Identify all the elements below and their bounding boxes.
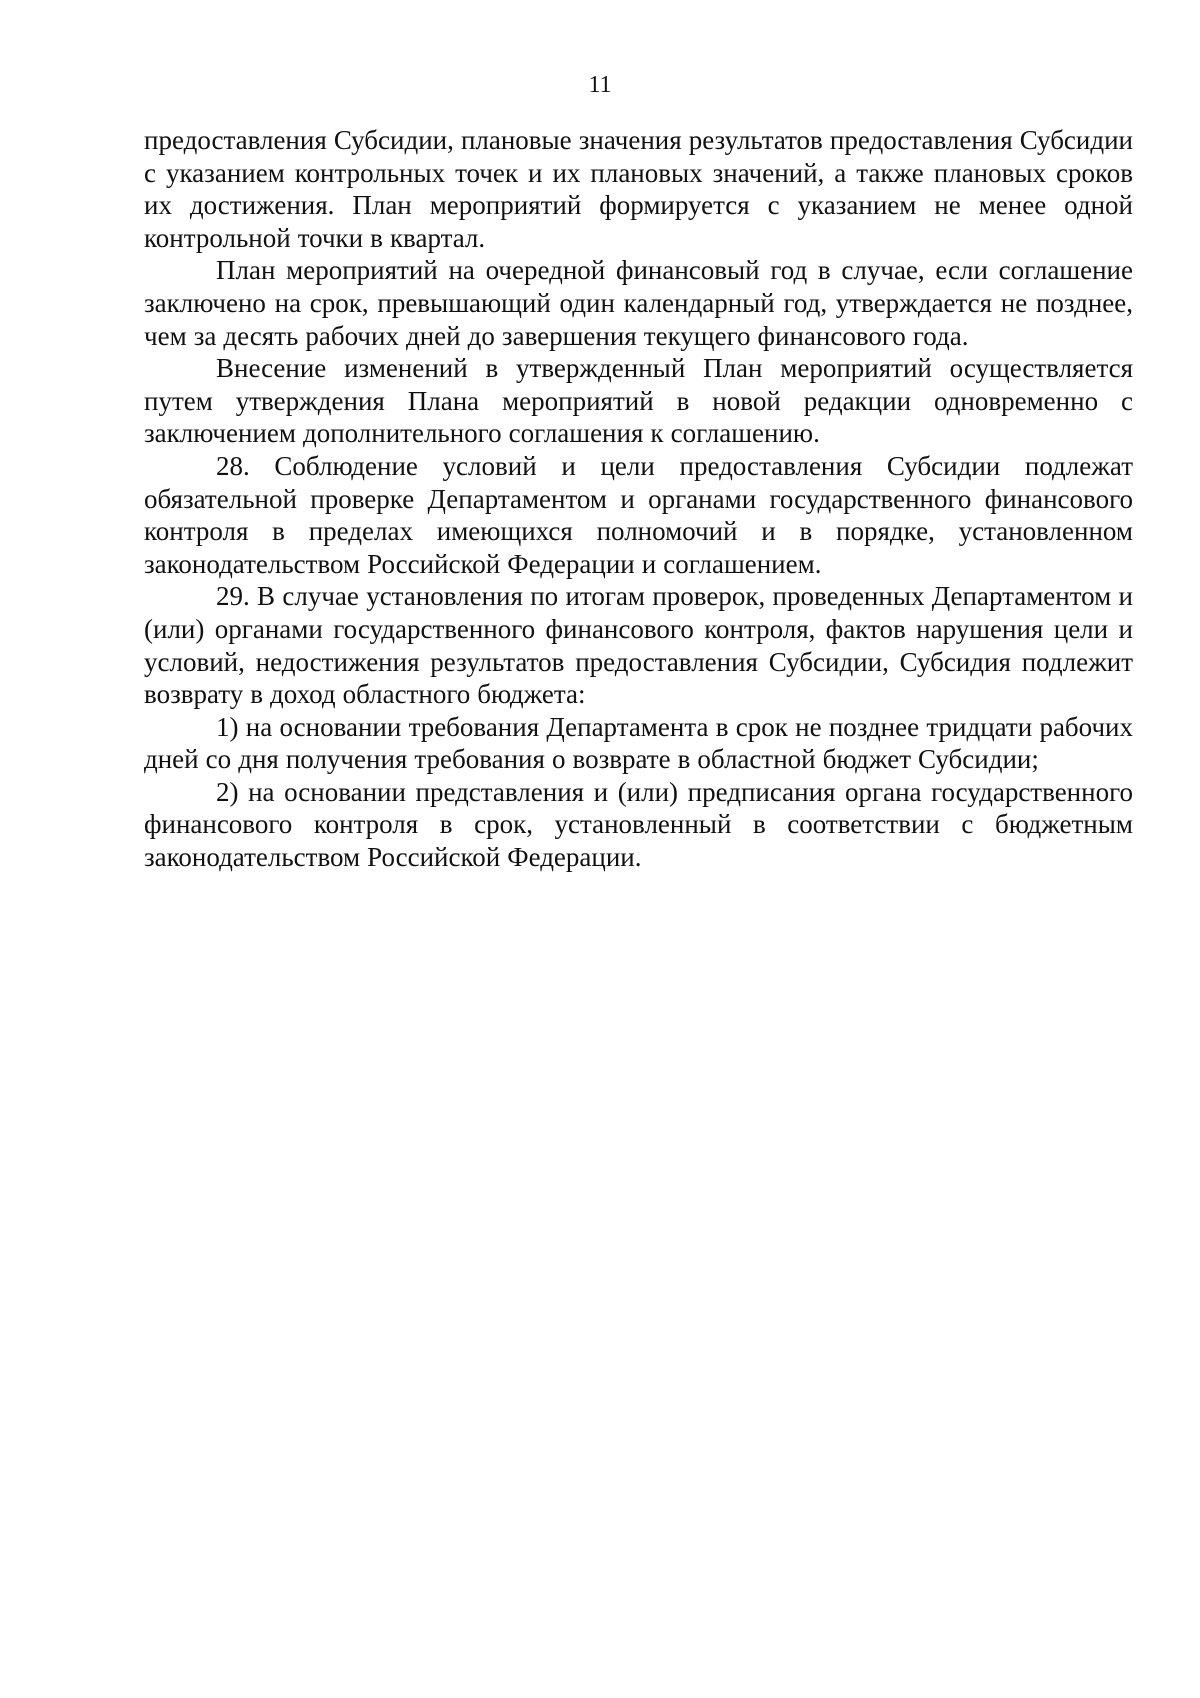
paragraph-item-1: 1) на основании требования Департамента в срок не позднее тридцати рабочих дней со дня получения требования о возврате в областной бюджет Субсидии; <box>144 711 1133 775</box>
paragraph-clause-29: 29. В случае установления по итогам проверок, проведенных Департаментом и (или) органами государственного финансового контроля, фактов нарушения цели и условий, недостижения результатов предоставления Субсидии, Субсидия подлежит возврату в доход областного бюджета: <box>144 581 1133 710</box>
paragraph-plan-changes: Внесение изменений в утвержденный План мероприятий осуществляется путем утверждения Плана мероприятий в новой редакции одновременно с заключением дополнительного соглашения к соглашению. <box>144 353 1133 449</box>
paragraph-plan-next-year: План мероприятий на очередной финансовый год в случае, если соглашение заключено на срок, превышающий один календарный год, утверждается не позднее, чем за десять рабочих дней до завершения текущего финансового года. <box>144 255 1133 351</box>
paragraph-item-2: 2) на основании представления и (или) предписания органа государственного финансового контроля в срок, установленный в соответствии с бюджетным законодательством Российской Федерации. <box>144 776 1133 873</box>
document-body <box>144 124 1133 874</box>
paragraph-continuation: предоставления Субсидии, плановые значения результатов предоставления Субсидии с указанием контрольных точек и их плановых значений, а также плановых сроков их достижения. План мероприятий формируется с указанием не менее одной контрольной точки в квартал. <box>144 125 1133 253</box>
paragraph-clause-28: 28. Соблюдение условий и цели предоставления Субсидии подлежат обязательной проверке Департаментом и органами государственного финансового контроля в пределах имеющихся полномочий и в порядке, установленном законодательством Российской Федерации и соглашением. <box>144 450 1133 579</box>
page-number: 11 <box>588 72 612 98</box>
